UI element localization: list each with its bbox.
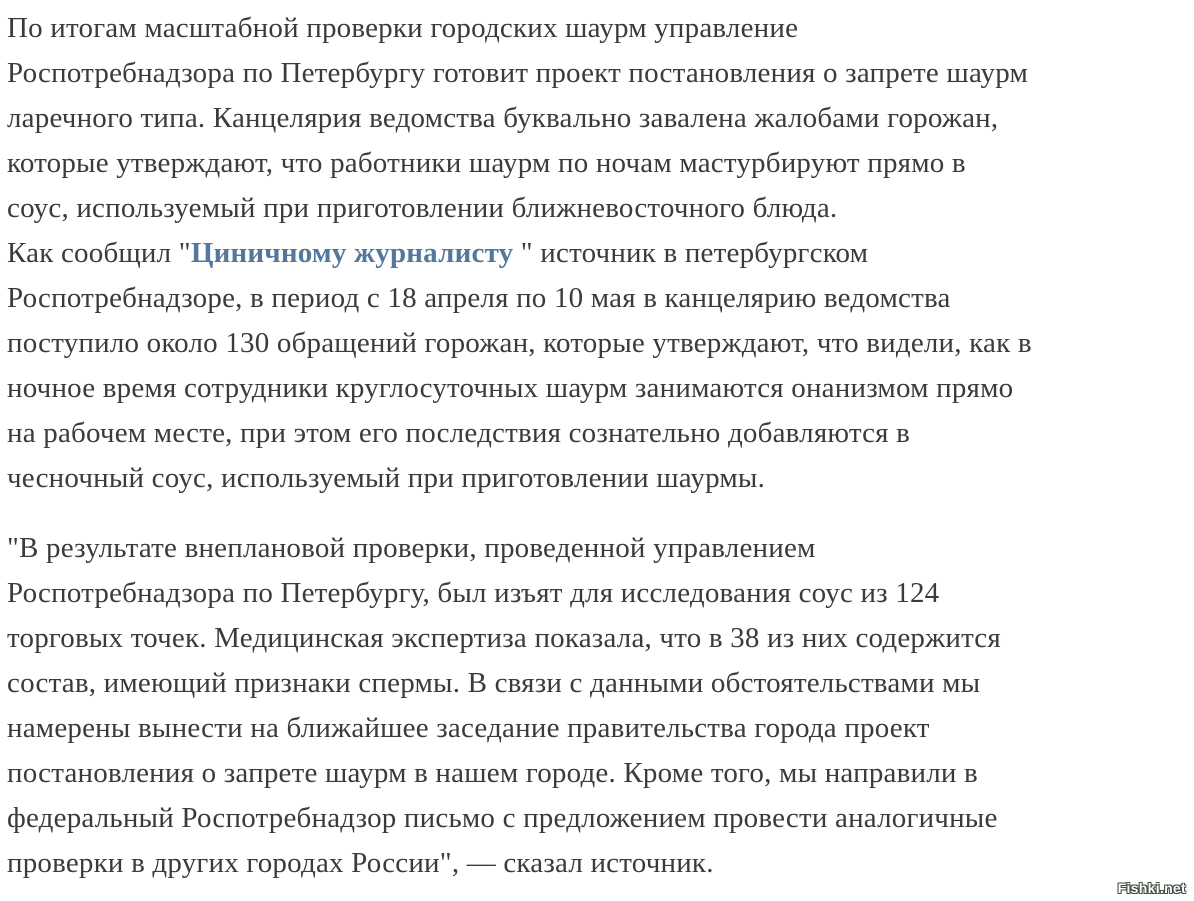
text-line [7,661,1188,706]
text-segment: состав, имеющий признаки спермы. В связи с данными обстоятельствами мы [7,667,981,699]
text-segment: на рабочем месте, при этом его последствия сознательно добавляются в [7,417,911,449]
text-segment: намерены вынести на ближайшее заседание правительства города проект [7,712,930,744]
paragraph-quote [7,526,1188,886]
text-segment: постановления о запрете шаурм в нашем городе. Кроме того, мы направили в [7,757,978,789]
text-line [7,231,1188,276]
text-segment: ларечного типа. Канцелярия ведомства буквально завалена жалобами горожан, [7,102,999,134]
text-line [7,706,1188,751]
cynical-journalist-link[interactable]: Циничному журналисту [190,237,514,269]
text-segment: которые утверждают, что работники шаурм по ночам мастурбируют прямо в [7,147,966,179]
text-segment: Роспотребнадзоре, в период с 18 апреля по 10 мая в канцелярию ведомства [7,282,951,314]
text-line [7,841,1188,886]
text-line [7,526,1188,571]
text-segment: Роспотребнадзора по Петербургу готовит проект постановления о запрете шаурм [7,57,1029,89]
text-segment: Роспотребнадзора по Петербургу, был изъят для исследования соус из 124 [7,577,940,609]
text-line [7,51,1188,96]
text-line [7,456,1188,501]
text-segment: ночное время сотрудники круглосуточных шаурм занимаются онанизмом прямо [7,372,1014,404]
text-line [7,616,1188,661]
text-segment: соус, используемый при приготовлении ближневосточного блюда. [7,192,838,224]
text-line [7,796,1188,841]
paragraph-intro [7,6,1188,501]
text-segment: Как сообщил " [7,237,191,269]
text-line [7,366,1188,411]
fishki-watermark: Fishki.net [1117,880,1186,896]
text-line [7,751,1188,796]
text-line [7,321,1188,366]
text-segment: поступило около 130 обращений горожан, которые утверждают, что видели, как в [7,327,1032,359]
text-segment: федеральный Роспотребнадзор письмо с предложением провести аналогичные [7,802,998,834]
text-segment: проверки в других городах России", — сказал источник. [7,847,714,879]
text-segment: чесночный соус, используемый при приготовлении шаурмы. [7,462,766,494]
text-line [7,6,1188,51]
text-segment: торговых точек. Медицинская экспертиза показала, что в 38 из них содержится [7,622,1001,654]
text-line [7,411,1188,456]
text-line [7,96,1188,141]
text-segment: По итогам масштабной проверки городских шаурм управление [7,12,799,44]
text-segment: " источник в петербургском [513,237,869,269]
text-line [7,141,1188,186]
text-line [7,186,1188,231]
text-line [7,276,1188,321]
text-segment: "В результате внеплановой проверки, проведенной управлением [7,532,816,564]
text-line [7,571,1188,616]
